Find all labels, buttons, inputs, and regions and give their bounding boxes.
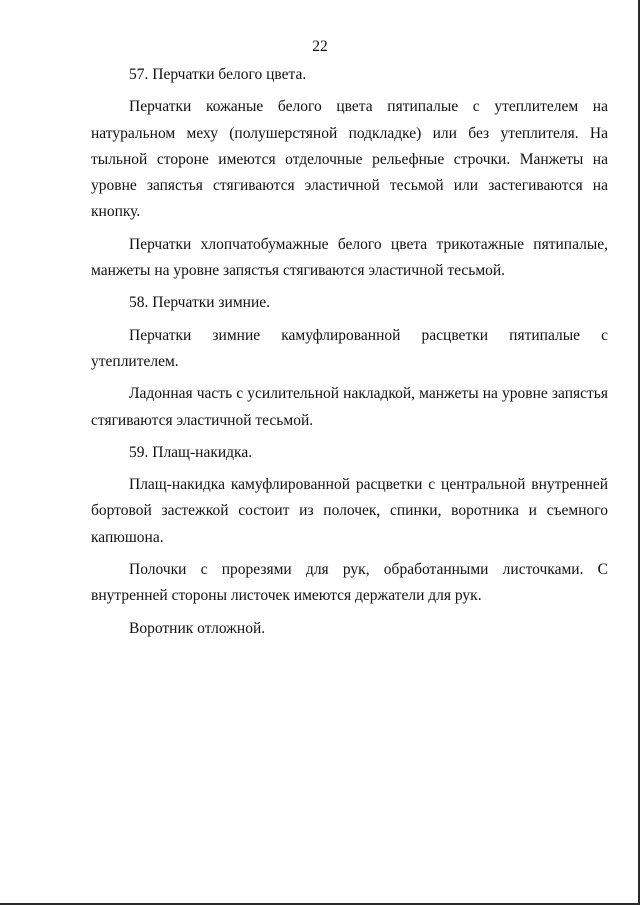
paragraph: Перчатки хлопчатобумажные белого цвета трикотажные пятипалые, манжеты на уровне запястья стягиваются эластичной тесьмой. xyxy=(91,235,608,280)
section-heading-58: 58. Перчатки зимние. xyxy=(129,294,271,312)
section-heading-57: 57. Перчатки белого цвета. xyxy=(129,66,307,83)
paragraph: Плащ-накидка камуфлированной расцветки с центральной внутренней бортовой застежкой состоит из полочек, спинки, воротника и съемного капюшона. xyxy=(91,476,608,546)
section-heading-59: 59. Плащ-накидка. xyxy=(129,443,253,461)
document-body xyxy=(91,62,608,642)
paragraph: Ладонная часть с усилительной накладкой, манжеты на уровне запястья стягиваются эластичной тесьмой. xyxy=(91,385,608,429)
paragraph: Перчатки зимние камуфлированной расцветки пятипалые с утеплителем. xyxy=(91,326,608,370)
page-number: 22 xyxy=(312,38,328,55)
paragraph: Воротник отложной. xyxy=(129,619,266,637)
paragraph: Перчатки кожаные белого цвета пятипалые с утеплителем на натуральном меху (полушерстяной подкладке) или без утеплителя. На тыльной стороне имеются отделочные рельефные строчки. Манжеты на уровне запястья стягиваются эластичной тесьмой или застегиваются на кнопку. xyxy=(91,98,608,221)
paragraph: Полочки с прорезями для рук, обработанными листочками. С внутренней стороны листочек имеются держатели для рук. xyxy=(91,561,608,605)
